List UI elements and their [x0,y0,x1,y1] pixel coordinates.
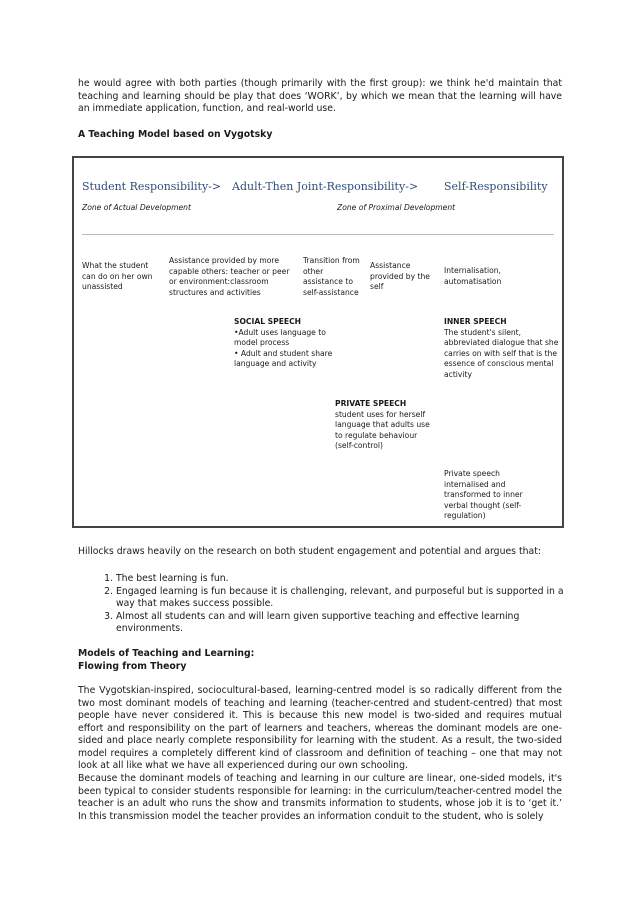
col-unassisted: What the student can do on her own unassisted [82,261,153,292]
header-joint-responsibility: Adult-Then Joint-Responsibility-> [232,180,419,193]
col-assistance-self: Assistance provided by the self [370,261,430,292]
inner-speech-title: INNER SPEECH [444,317,507,326]
header-self-responsibility: Self-Responsibility [444,180,548,193]
list-item: 1. The best learning is fun. [116,573,582,586]
model-heading: A Teaching Model based on Vygotsky [78,129,273,140]
social-speech-block [234,317,334,370]
col-internalisation: Internalisation, automatisation [444,266,502,286]
vygotsky-model-diagram [72,156,564,528]
hillocks-paragraph: Hillocks draws heavily on the research on both student engagement and potential and argues that: [78,546,541,557]
private-speech-block [335,399,433,452]
dominant-models-paragraph: Because the dominant models of teaching and learning in our culture are linear, one-sided models, it's been typical to consider students responsible for learning: in the curriculum/teacher-centred model the teacher is an adult who runs the show and transmits information to students, whose job it is to ‘get it.’ In this transmission model the teacher provides an information conduit to the student, who is solely [78,773,562,822]
hillocks-list [96,573,582,636]
intro-paragraph: he would agree with both parties (though primarily with the first group): we think he'd maintain that teaching and learning should be play that does ‘WORK’, by which we mean that the learning will have an immediate application, function, and real-world use. [78,78,562,114]
vygotskian-paragraph: The Vygotskian-inspired, sociocultural-based, learning-centred model is so radically different from the two most dominant models of teaching and learning (teacher-centred and student-centred) that most people have never considered it. This is because this new model is two-sided and requires mutual effort and responsibility on the part of learners and teachers, whereas the dominant models are one-sided and place nearly complete responsibility for learning with the student. As a result, the two-sided model requires a completely different kind of classroom and definition of teaching – one that may not look at all like what we have all experienced during our own schooling. [78,685,562,771]
list-item: 2. Engaged learning is fun because it is challenging, relevant, and purposeful but is supported in a way that makes success possible. [116,586,582,611]
models-heading [78,648,562,673]
zone-proximal-development: Zone of Proximal Development [337,203,456,212]
list-item: 3. Almost all students can and will learn given supportive teaching and effective learning environments. [116,611,582,636]
header-student-responsibility: Student Responsibility-> [82,180,222,193]
col-transition: Transition from other assistance to self-assistance [303,256,360,297]
internalised-block: Private speech internalised and transformed to inner verbal thought (self-regulation) [444,469,523,521]
inner-speech-block [444,317,560,381]
models-heading-line-1: Models of Teaching and Learning: [78,648,255,659]
zone-actual-development: Zone of Actual Development [82,203,191,212]
inner-speech-text: The student's silent, abbreviated dialogue that she carries on with self that is the essence of conscious mental activity [444,327,559,379]
private-speech-title: PRIVATE SPEECH [335,399,407,408]
social-speech-title: SOCIAL SPEECH [234,317,302,326]
private-speech-text: student uses for herself language that adults use to regulate behaviour (self-control) [335,409,430,451]
divider-line [82,234,554,235]
social-speech-bullet-1: •Adult uses language to model process [234,327,326,348]
models-heading-line-2: Flowing from Theory [78,660,187,672]
social-speech-bullet-2: • Adult and student share language and activity [234,348,333,369]
col-assistance-others: Assistance provided by more capable others: teacher or peer or environment:classroom structures and activities [169,256,290,297]
